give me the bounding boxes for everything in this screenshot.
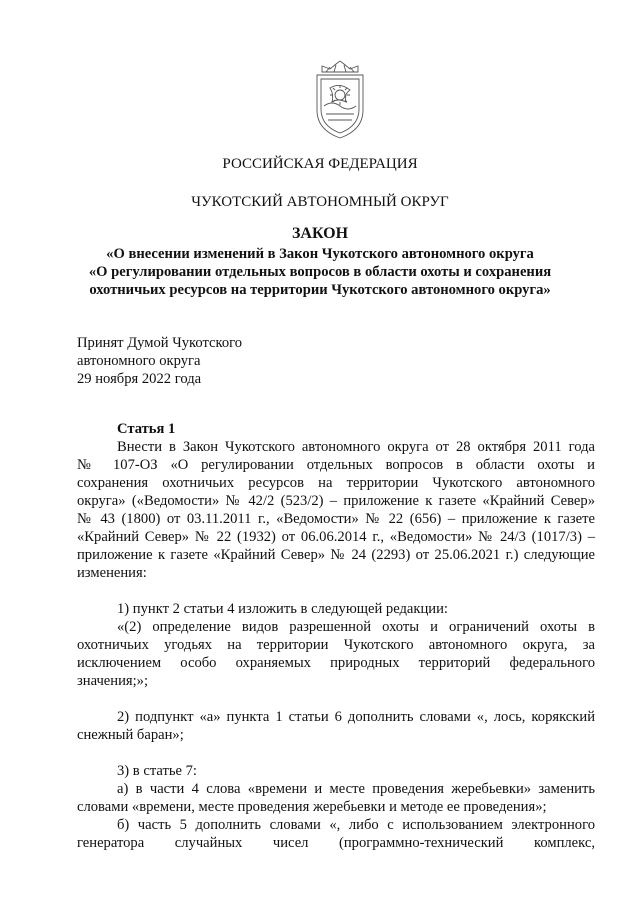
text-line: сохранения охотничьих ресурсов на территории Чукотского автономного <box>77 475 595 491</box>
text-line: снежный баран»; <box>77 727 184 743</box>
document-type-heading: ЗАКОН <box>291 225 349 242</box>
coat-of-arms-icon <box>300 58 380 142</box>
intro-paragraph <box>77 438 595 582</box>
text-line: генератора случайных чисел (программно-технический комплекс, <box>77 835 595 851</box>
law-title-line: «О внесении изменений в Закон Чукотского автономного округа <box>106 246 534 262</box>
article-title: Статья 1 <box>117 421 176 437</box>
item-2 <box>77 708 595 744</box>
text-line: «(2) определение видов разрешенной охоты и ограничений охоты в <box>117 619 595 635</box>
text-line: б) часть 5 дополнить словами «, либо с использованием электронного <box>117 817 595 833</box>
region-heading: ЧУКОТСКИЙ АВТОНОМНЫЙ ОКРУГ <box>191 194 449 210</box>
item-1 <box>77 600 595 690</box>
text-line: № 43 (1800) от 03.11.2011 г., «Ведомости» № 22 (656) – приложение к газете <box>77 511 595 527</box>
text-line: а) в части 4 слова «времени и месте проведения жеребьевки» заменить <box>117 781 595 797</box>
text-line: приложение к газете «Крайний Север» № 24 (2293) от 25.06.2021 г.) следующие <box>77 547 595 563</box>
adoption-note <box>77 334 242 388</box>
text-line: Внести в Закон Чукотского автономного округа от 28 октября 2011 года <box>117 439 595 455</box>
adoption-line: автономного округа <box>77 353 201 369</box>
item-3 <box>77 762 595 852</box>
text-line: изменения: <box>77 565 147 581</box>
article-body <box>77 438 595 852</box>
text-line: округа» («Ведомости» № 42/2 (523/2) – приложение к газете «Крайний Север» <box>77 493 595 509</box>
text-line: № 107-ОЗ «О регулировании отдельных вопросов в области охоты и <box>77 457 595 473</box>
text-line: охотничьих угодьях на территории Чукотского автономного округа, за <box>77 637 595 653</box>
adoption-date: 29 ноября 2022 года <box>77 371 202 387</box>
law-title-line: охотничьих ресурсов на территории Чукотского автономного округа» <box>89 282 551 298</box>
text-line: 2) подпункт «а» пункта 1 статьи 6 дополнить словами «, лось, корякский <box>117 709 595 725</box>
text-line: «Крайний Север» № 22 (1932) от 06.06.2014 г., «Ведомости» № 24/3 (1017/3) – <box>77 529 595 545</box>
text-line: 3) в статье 7: <box>117 763 197 779</box>
country-heading: РОССИЙСКАЯ ФЕДЕРАЦИЯ <box>222 156 418 172</box>
text-line: словами «времени, месте проведения жеребьевки и методе ее проведения»; <box>77 799 547 815</box>
law-title-line: «О регулировании отдельных вопросов в области охоты и сохранения <box>88 264 552 280</box>
law-title <box>0 245 640 299</box>
text-line: 1) пункт 2 статьи 4 изложить в следующей редакции: <box>117 601 448 617</box>
text-line: значения;»; <box>77 673 149 689</box>
text-line: исключением особо охраняемых природных территорий федерального <box>77 655 595 671</box>
adoption-line: Принят Думой Чукотского <box>77 335 243 351</box>
